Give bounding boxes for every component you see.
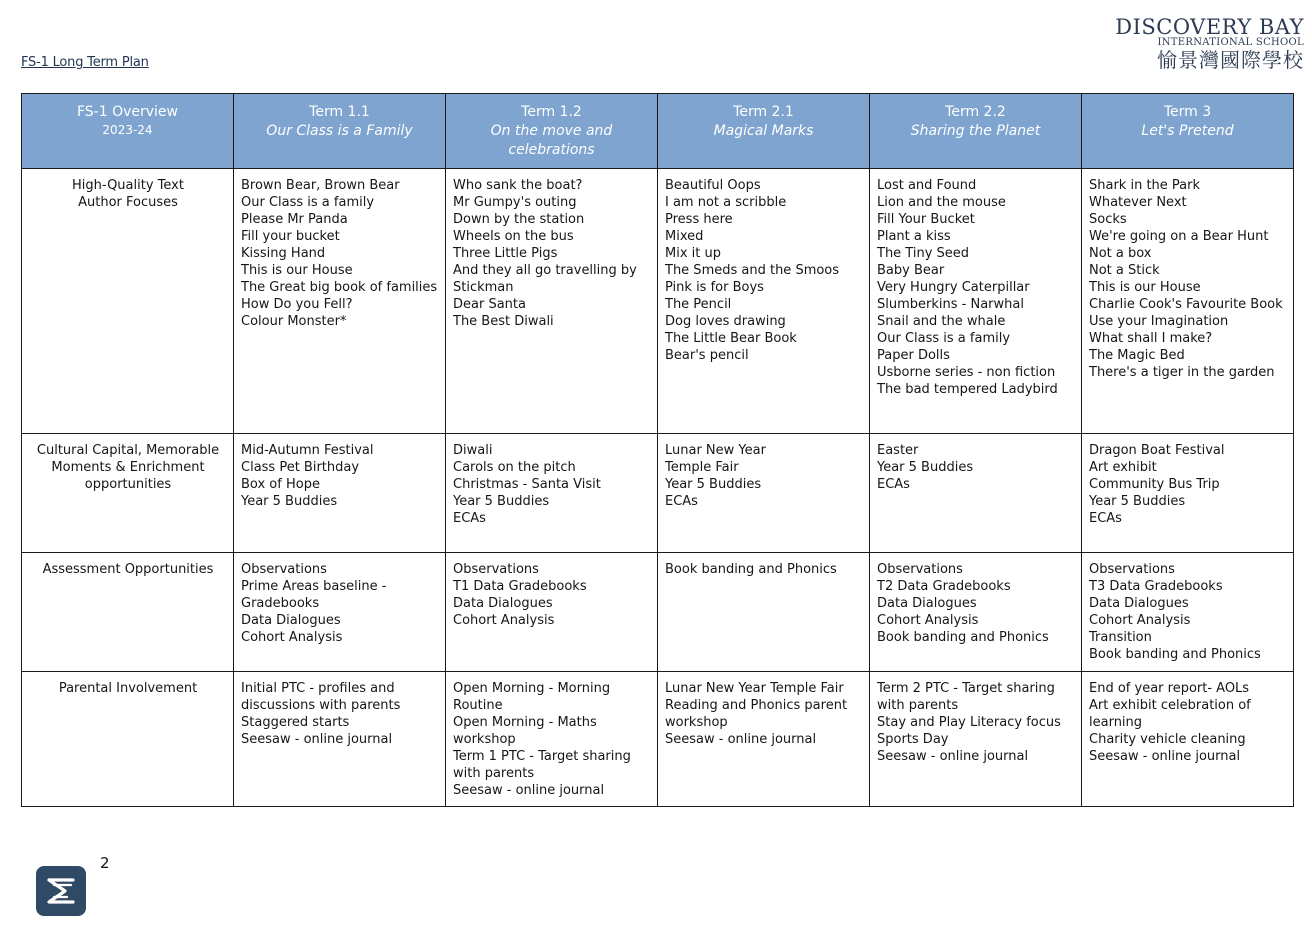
cell-item: Baby Bear: [877, 263, 945, 278]
cell-item: Observations: [877, 562, 963, 577]
column-header-term-3: [1082, 94, 1294, 169]
cell-item: Seesaw - online journal: [877, 749, 1029, 764]
cell-item: Slumberkins - Narwhal: [877, 297, 1024, 312]
cell-item: Year 5 Buddies: [665, 477, 762, 492]
cell-item: Lost and Found: [877, 178, 977, 193]
row-parental-involvement: [22, 672, 1294, 807]
cell-item: Staggered starts: [241, 715, 350, 730]
plan-cell: [658, 672, 870, 807]
cell-item: Community Bus Trip: [1089, 477, 1220, 492]
plan-cell: [446, 169, 658, 434]
row-label: [22, 672, 234, 807]
cell-item: Mr Gumpy's outing: [453, 195, 577, 210]
cell-item: Socks: [1089, 212, 1127, 227]
cell-item: Shark in the Park: [1089, 178, 1201, 193]
cell-item: ECAs: [665, 494, 698, 509]
cell-item: Fill Your Bucket: [877, 212, 975, 227]
cell-item: Art exhibit: [1089, 460, 1157, 475]
row-label-line: Parental Involvement: [58, 681, 198, 696]
cell-item: Dragon Boat Festival: [1089, 443, 1225, 458]
cell-item: Use your Imagination: [1089, 314, 1229, 329]
plan-cell: [870, 169, 1082, 434]
cell-item: Very Hungry Caterpillar: [877, 280, 1030, 295]
row-cultural-capital: [22, 434, 1294, 553]
cell-item: The Pencil: [665, 297, 732, 312]
cell-item: Temple Fair: [665, 460, 739, 475]
cell-item: T1 Data Gradebooks: [453, 579, 587, 594]
school-logo: [1115, 15, 1304, 72]
row-label-line: Moments & Enrichment: [51, 460, 205, 475]
cell-item: Data Dialogues: [1089, 596, 1189, 611]
cell-item: The Smeds and the Smoos: [665, 263, 840, 278]
long-term-plan-table: [21, 93, 1294, 807]
cell-item: Book banding and Phonics: [1089, 647, 1261, 662]
column-subtitle: 2023-24: [102, 123, 153, 137]
cell-item: Lunar New Year Temple Fair: [665, 681, 844, 696]
cell-item: Snail and the whale: [877, 314, 1006, 329]
cell-item: Down by the station: [453, 212, 585, 227]
cell-item: Observations: [241, 562, 327, 577]
cell-item: Prime Areas baseline - Gradebooks: [241, 579, 387, 611]
cell-item: Lion and the mouse: [877, 195, 1006, 210]
cell-item: Sports Day: [877, 732, 949, 747]
cell-item: Dog loves drawing: [665, 314, 786, 329]
cell-item: T3 Data Gradebooks: [1089, 579, 1223, 594]
cell-item: Who sank the boat?: [453, 178, 583, 193]
cell-item: ECAs: [1089, 511, 1122, 526]
plan-cell: [1082, 434, 1294, 553]
page-number: 2: [100, 854, 110, 872]
column-header-overview: [22, 94, 234, 169]
cell-item: Term 2 PTC - Target sharing with parents: [877, 681, 1055, 713]
cell-item: Term 1 PTC - Target sharing with parents: [453, 749, 631, 781]
column-header-term-2-2: [870, 94, 1082, 169]
cell-item: Colour Monster*: [241, 314, 347, 329]
cell-item: Seesaw - online journal: [665, 732, 817, 747]
cell-item: Whatever Next: [1089, 195, 1187, 210]
cell-item: Cohort Analysis: [241, 630, 343, 645]
row-assessment: [22, 553, 1294, 672]
cell-item: Three Little Pigs: [453, 246, 558, 261]
cell-item: Year 5 Buddies: [453, 494, 550, 509]
cell-item: Easter: [877, 443, 919, 458]
cell-item: This is our House: [241, 263, 353, 278]
s-logo-icon: [45, 874, 77, 908]
plan-cell: [870, 672, 1082, 807]
plan-cell: [234, 672, 446, 807]
cell-item: Open Morning - Morning Routine: [453, 681, 611, 713]
cell-item: Year 5 Buddies: [877, 460, 974, 475]
cell-item: The bad tempered Ladybird: [877, 382, 1058, 397]
cell-item: The Best Diwali: [453, 314, 554, 329]
row-label-line: Assessment Opportunities: [42, 562, 214, 577]
cell-item: Bear's pencil: [665, 348, 749, 363]
cell-item: Open Morning - Maths workshop: [453, 715, 597, 747]
column-subtitle: Sharing the Planet: [910, 123, 1041, 139]
plan-cell: [870, 553, 1082, 672]
plan-title: FS-1 Long Term Plan: [21, 55, 149, 70]
column-subtitle: Our Class is a Family: [266, 123, 413, 139]
plan-cell: [1082, 553, 1294, 672]
cell-item: What shall I make?: [1089, 331, 1213, 346]
cell-item: Mixed: [665, 229, 704, 244]
cell-item: This is our House: [1089, 280, 1201, 295]
cell-item: Book banding and Phonics: [665, 562, 837, 577]
cell-item: Not a Stick: [1089, 263, 1160, 278]
cell-item: The Magic Bed: [1089, 348, 1185, 363]
cell-item: Mid-Autumn Festival: [241, 443, 374, 458]
plan-cell: [658, 434, 870, 553]
logo-line-2: INTERNATIONAL SCHOOL: [1157, 37, 1304, 48]
cell-item: And they all go travelling by: [453, 263, 637, 278]
cell-item: Kissing Hand: [241, 246, 326, 261]
cell-item: Book banding and Phonics: [877, 630, 1049, 645]
column-title: Term 3: [1163, 104, 1212, 120]
cell-item: Dear Santa: [453, 297, 526, 312]
plan-cell: [446, 672, 658, 807]
cell-item: I am not a scribble: [665, 195, 787, 210]
row-high-quality-text: [22, 169, 1294, 434]
row-label-line: High-Quality Text: [72, 178, 184, 193]
cell-item: ECAs: [453, 511, 486, 526]
cell-item: Box of Hope: [241, 477, 320, 492]
plan-cell: [234, 434, 446, 553]
cell-item: Class Pet Birthday: [241, 460, 360, 475]
cell-item: Data Dialogues: [453, 596, 553, 611]
plan-cell: [234, 169, 446, 434]
cell-item: Transition: [1089, 630, 1152, 645]
cell-item: Stay and Play Literacy focus: [877, 715, 1061, 730]
cell-item: End of year report- AOLs: [1089, 681, 1250, 696]
plan-cell: [1082, 672, 1294, 807]
cell-item: Carols on the pitch: [453, 460, 576, 475]
row-label-line: opportunities: [84, 477, 172, 492]
footer-badge: [36, 866, 86, 916]
cell-item: The Tiny Seed: [877, 246, 970, 261]
cell-item: Usborne series - non fiction: [877, 365, 1056, 380]
column-subtitle: On the move and celebrations: [490, 123, 613, 158]
cell-item: Seesaw - online journal: [453, 783, 605, 798]
cell-item: Our Class is a family: [241, 195, 375, 210]
plan-cell: [446, 434, 658, 553]
plan-cell: [234, 553, 446, 672]
cell-item: Stickman: [453, 280, 514, 295]
logo-line-1: DISCOVERY BAY: [1115, 15, 1304, 39]
column-title: Term 2.1: [733, 104, 794, 120]
column-header-term-1-1: [234, 94, 446, 169]
cell-item: Art exhibit celebration of learning: [1089, 698, 1251, 730]
cell-item: Plant a kiss: [877, 229, 951, 244]
cell-item: Press here: [665, 212, 733, 227]
column-title: Term 1.2: [521, 104, 582, 120]
cell-item: Seesaw - online journal: [241, 732, 393, 747]
plan-cell: [870, 434, 1082, 553]
cell-item: Paper Dolls: [877, 348, 950, 363]
cell-item: Our Class is a family: [877, 331, 1011, 346]
column-header-term-1-2: [446, 94, 658, 169]
row-label-line: Author Focuses: [78, 195, 178, 210]
cell-item: Seesaw - online journal: [1089, 749, 1241, 764]
cell-item: The Little Bear Book: [665, 331, 797, 346]
cell-item: Mix it up: [665, 246, 721, 261]
row-label: [22, 169, 234, 434]
cell-item: Please Mr Panda: [241, 212, 348, 227]
cell-item: Diwali: [453, 443, 493, 458]
cell-item: The Great big book of families: [241, 280, 438, 295]
cell-item: Year 5 Buddies: [241, 494, 338, 509]
cell-item: There's a tiger in the garden: [1089, 365, 1275, 380]
row-label: [22, 553, 234, 672]
cell-item: Charlie Cook's Favourite Book: [1089, 297, 1283, 312]
column-title: Term 2.2: [945, 104, 1006, 120]
cell-item: Cohort Analysis: [877, 613, 979, 628]
plan-cell: [1082, 169, 1294, 434]
cell-item: Not a box: [1089, 246, 1152, 261]
cell-item: Beautiful Oops: [665, 178, 761, 193]
cell-item: ECAs: [877, 477, 910, 492]
cell-item: We're going on a Bear Hunt: [1089, 229, 1269, 244]
column-subtitle: Magical Marks: [713, 123, 814, 139]
cell-item: Observations: [453, 562, 539, 577]
cell-item: Charity vehicle cleaning: [1089, 732, 1246, 747]
cell-item: Data Dialogues: [877, 596, 977, 611]
cell-item: Pink is for Boys: [665, 280, 764, 295]
cell-item: Reading and Phonics parent workshop: [665, 698, 848, 730]
cell-item: Brown Bear, Brown Bear: [241, 178, 400, 193]
cell-item: T2 Data Gradebooks: [877, 579, 1011, 594]
cell-item: Year 5 Buddies: [1089, 494, 1186, 509]
cell-item: Christmas - Santa Visit: [453, 477, 601, 492]
row-label: [22, 434, 234, 553]
cell-item: How Do you Fell?: [241, 297, 353, 312]
cell-item: Cohort Analysis: [453, 613, 555, 628]
plan-cell: [658, 553, 870, 672]
cell-item: Observations: [1089, 562, 1175, 577]
cell-item: Lunar New Year: [665, 443, 766, 458]
column-subtitle: Let's Pretend: [1141, 123, 1234, 139]
column-title: Term 1.1: [309, 104, 370, 120]
cell-item: Cohort Analysis: [1089, 613, 1191, 628]
cell-item: Initial PTC - profiles and discussions with parents: [241, 681, 401, 713]
logo-line-3: 愉景灣國際學校: [1157, 48, 1304, 72]
cell-item: Wheels on the bus: [453, 229, 574, 244]
column-header-term-2-1: [658, 94, 870, 169]
plan-cell: [446, 553, 658, 672]
cell-item: Data Dialogues: [241, 613, 341, 628]
row-label-line: Cultural Capital, Memorable: [36, 443, 220, 458]
cell-item: Fill your bucket: [241, 229, 340, 244]
plan-cell: [658, 169, 870, 434]
header-row: [22, 94, 1294, 169]
column-title: FS-1 Overview: [76, 104, 178, 120]
